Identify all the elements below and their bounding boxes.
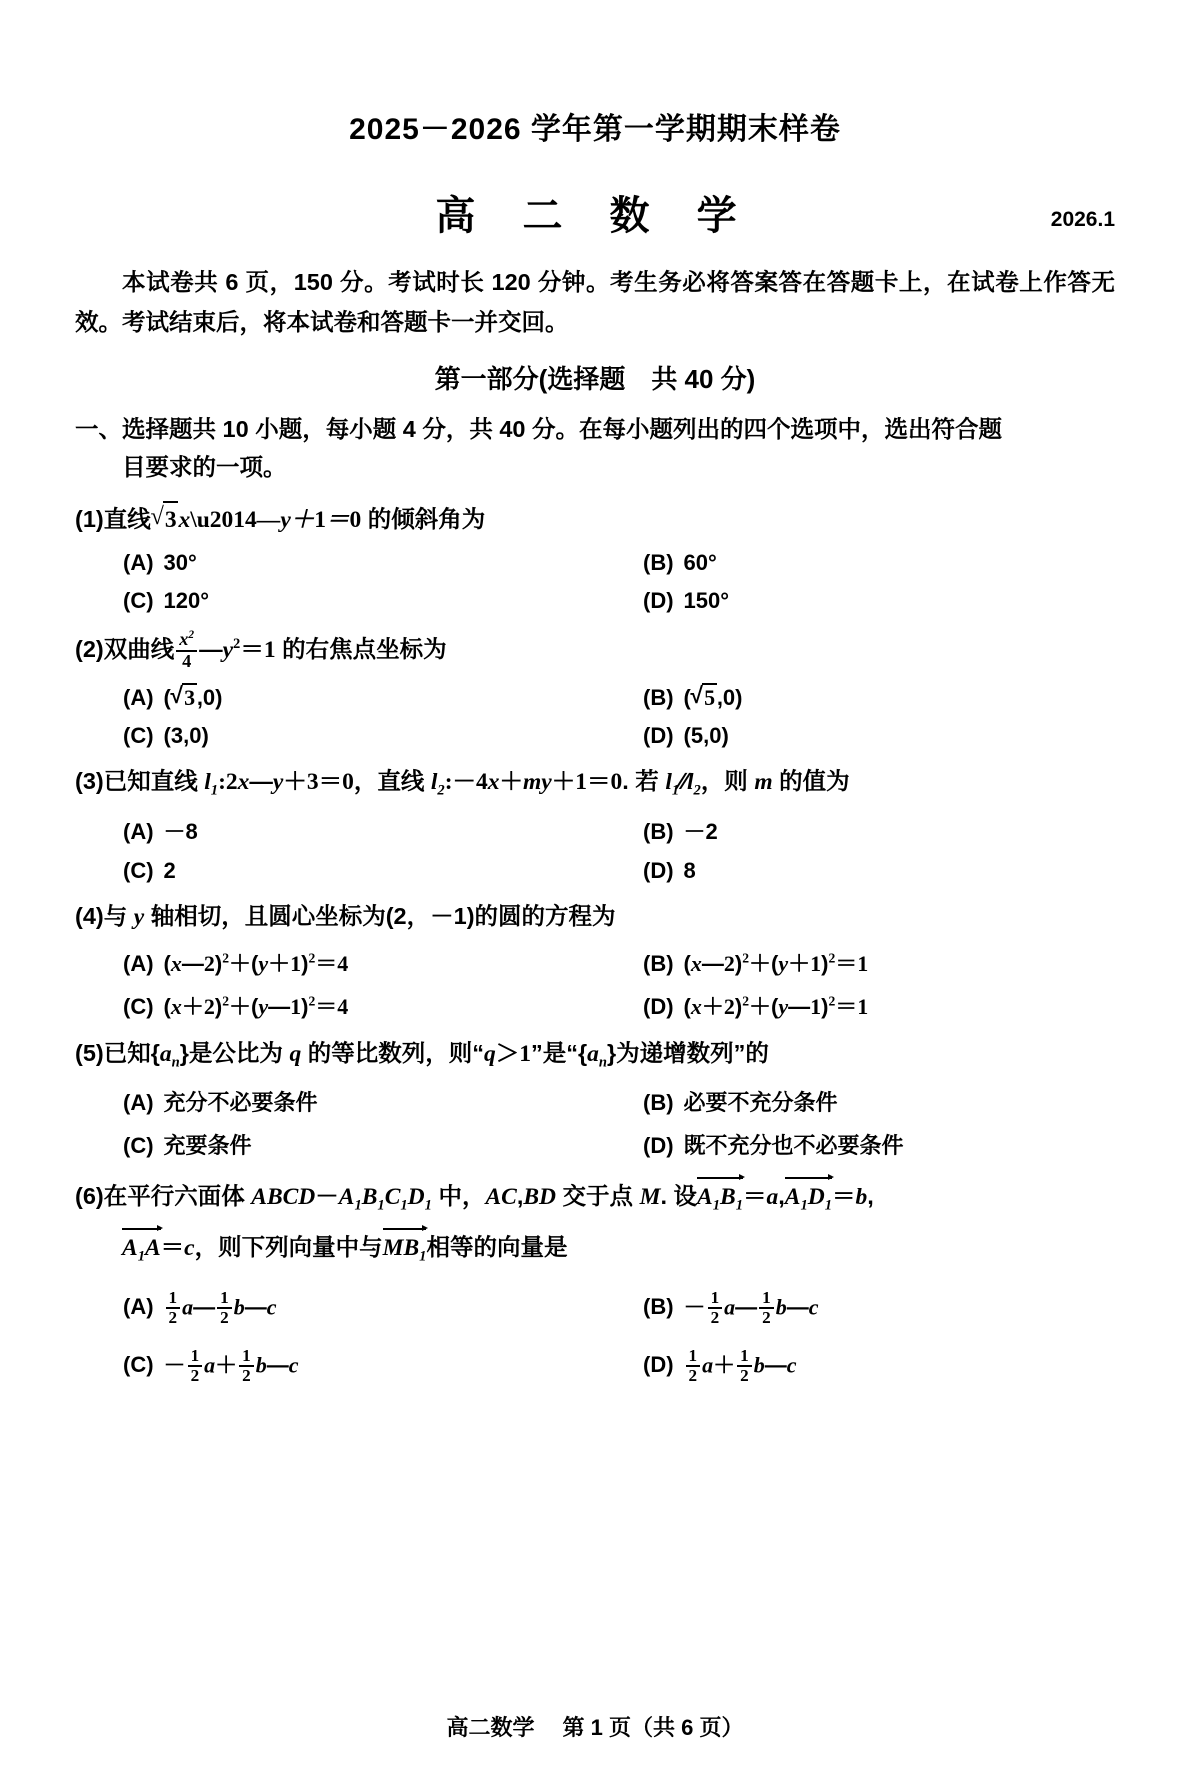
- exam-page: [0, 104, 1190, 1786]
- option-row: [75, 1129, 1115, 1160]
- question-2-option-d[interactable]: (D) (5,0): [643, 723, 729, 749]
- question-3: [75, 764, 1115, 884]
- question-6-stem: (6)在平行六面体 $ABCD-A_1B_1C_1D_1$ 中，AC,BD 交于点 M. 设$A_1B_1=a,A_1D_1=b$, $A_1A=c$，则下列向量中与$MB_1$相等的向量是: [75, 1175, 1115, 1268]
- question-1-equation: √ 3x\u2014: [151, 507, 257, 533]
- exam-instructions: 本试卷共 6 页，150 分。考试时长 120 分钟。考生务必将答案答在答题卡上，在试卷上作答无效。考试结束后，将本试卷和答题卡一并交回。: [75, 269, 1115, 336]
- option-row: [75, 990, 1115, 1021]
- question-1-option-d[interactable]: (D) 150°: [643, 588, 730, 614]
- question-5-number: (5): [75, 1039, 104, 1066]
- question-3-stem: (3)已知直线 $l_1:2x—y+3=0$，直线 $l_2:-4x+my+1=0$. 若 $l_1∕∕l_2$，则 m 的值为: [75, 768, 850, 799]
- question-2: [75, 629, 1115, 749]
- option-row: [75, 683, 1115, 711]
- question-6-option-a[interactable]: (A) $\frac{1}{2}$ a— $\frac{1}{2}$ b—c: [123, 1287, 277, 1327]
- question-1-equation-tail: —y＋1＝0: [256, 506, 362, 533]
- question-5-stem: (5)已知$\{a_n\}$是公比为 q 的等比数列，则“q＞1”是“$\{a_n\}$为递增数列”的: [75, 1039, 769, 1071]
- question-4-option-a[interactable]: (A) $(x—2)^2+(y+1)^2=4$: [123, 950, 349, 976]
- option-row: [75, 588, 1115, 614]
- question-5-option-a[interactable]: (A) 充分不必要条件: [123, 1090, 318, 1116]
- option-row: [75, 723, 1115, 749]
- option-row: [75, 858, 1115, 884]
- question-1-stem: [75, 501, 1115, 538]
- question-6-number: (6): [75, 1183, 104, 1210]
- question-6-stem-line2: $A_1A=c$，则下列向量中与$MB_1$相等的向量是: [75, 1226, 1115, 1269]
- question-6-options: [75, 1289, 1115, 1386]
- question-4-number: (4): [75, 902, 104, 929]
- question-6-option-c[interactable]: (C) － $\frac{1}{2}$ a＋ $\frac{1}{2}$ b—c: [123, 1345, 299, 1386]
- question-5-option-c[interactable]: (C) 充要条件: [123, 1133, 252, 1159]
- question-1-option-b[interactable]: (B) 60°: [643, 550, 717, 576]
- subject-row: [75, 184, 1115, 236]
- exam-date: 2026.1: [1050, 208, 1115, 231]
- option-row: [75, 1347, 1115, 1385]
- question-4-stem: (4)与 y 轴相切，且圆心坐标为(2，－1)的圆的方程为: [75, 902, 616, 930]
- question-3-option-c[interactable]: (C) 2: [123, 857, 176, 883]
- footer-page-number: 第 1 页（共 6 页）: [562, 1715, 744, 1740]
- page-title: 2025－2026 学年第一学期期末样卷: [349, 113, 841, 146]
- question-2-number: (2): [75, 636, 104, 663]
- section-one-intro: [75, 410, 1115, 486]
- subject-title: 高 二 数 学: [435, 194, 755, 238]
- question-1-option-c[interactable]: (C) 120°: [123, 588, 210, 614]
- question-3-option-a[interactable]: (A) －8: [123, 818, 198, 844]
- option-row: [75, 947, 1115, 978]
- question-6-option-b[interactable]: (B) － $\frac{1}{2}$ a— $\frac{1}{2}$ b—c: [643, 1287, 819, 1327]
- question-4: [75, 899, 1115, 1021]
- question-2-option-b[interactable]: (B) ( √ 5,0): [595, 683, 1115, 711]
- page-footer: [0, 1711, 1190, 1742]
- question-4-option-c[interactable]: (C) $(x+2)^2+(y—1)^2=4$: [123, 993, 349, 1019]
- option-row: [75, 1289, 1115, 1327]
- question-1-stem-post: 的倾斜角为: [367, 505, 486, 532]
- question-2-option-c[interactable]: (C) (3,0): [123, 723, 209, 749]
- part-one-heading: 第一部分(选择题 共 40 分): [434, 363, 756, 394]
- question-1-number: (1): [75, 505, 104, 532]
- question-2-stem-pre: 双曲线: [103, 636, 175, 663]
- question-6: [75, 1175, 1115, 1385]
- question-1: [75, 501, 1115, 614]
- question-1-options: [75, 550, 1115, 614]
- question-3-option-d[interactable]: (D) 8: [643, 857, 696, 883]
- question-1-option-a[interactable]: (A) 30°: [123, 550, 197, 576]
- question-5-options: [75, 1086, 1115, 1160]
- question-5-option-d[interactable]: (D) 既不充分也不必要条件: [643, 1133, 904, 1159]
- question-6-option-d[interactable]: (D) $\frac{1}{2}$ a＋ $\frac{1}{2}$ b—c: [643, 1345, 797, 1386]
- section-intro-line1: 一、选择题共 10 小题，每小题 4 分，共 40 分。在每小题列出的四个选项中，选出符合题: [75, 415, 1003, 442]
- question-1-stem-pre: 直线: [103, 505, 151, 532]
- question-2-option-a[interactable]: (A) ( √ 3,0): [75, 683, 595, 711]
- question-2-equation: $\frac{x^2}{4}$ $—y^2=1$: [174, 636, 275, 662]
- question-5-option-b[interactable]: (B) 必要不充分条件: [643, 1090, 838, 1116]
- question-5: [75, 1036, 1115, 1161]
- footer-subject: 高二数学: [446, 1715, 535, 1740]
- option-row: [75, 815, 1115, 846]
- option-row: [75, 1086, 1115, 1117]
- question-2-stem-post: 的右焦点坐标为: [282, 636, 447, 663]
- question-4-options: [75, 947, 1115, 1021]
- question-3-option-b[interactable]: (B) －2: [643, 818, 718, 844]
- question-2-options: [75, 683, 1115, 749]
- question-3-options: [75, 815, 1115, 884]
- question-2-stem: [75, 629, 1115, 671]
- question-4-option-b[interactable]: (B) $(x—2)^2+(y+1)^2=1$: [643, 950, 869, 976]
- section-intro-line2: 目要求的一项。: [122, 453, 287, 480]
- question-3-number: (3): [75, 768, 104, 795]
- question-4-option-d[interactable]: (D) $(x+2)^2+(y—1)^2=1$: [643, 993, 869, 1019]
- option-row: [75, 550, 1115, 576]
